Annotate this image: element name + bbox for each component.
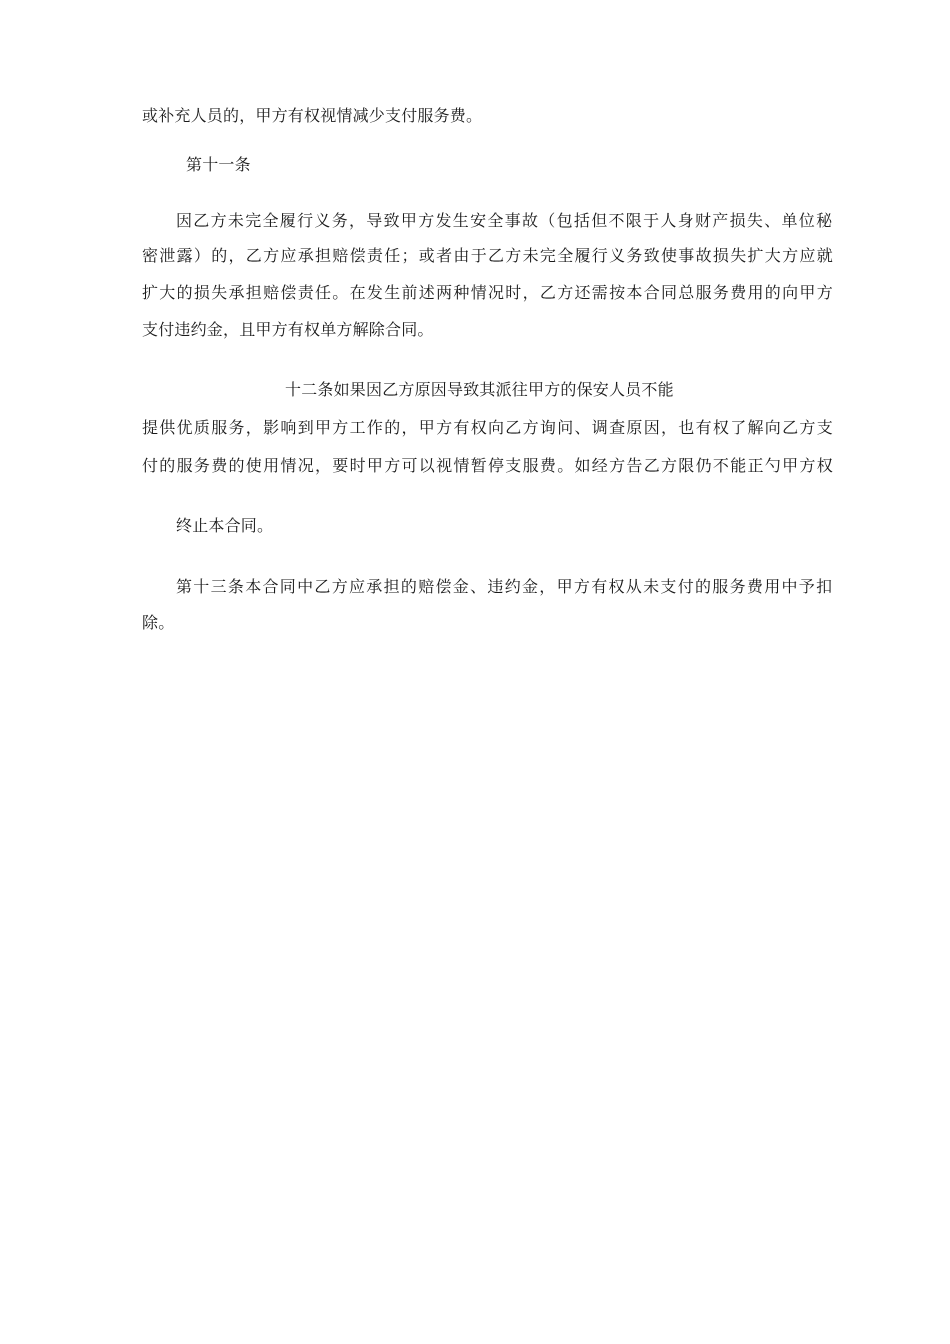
text-line: 十二条如果因乙方原因导致其派往甲方的保安人员不能: [285, 380, 674, 399]
text-line: 密泄露）的，乙方应承担赔偿责任；或者由于乙方未完全履行义务致使事故损失扩大方应就: [142, 246, 835, 265]
text-line: 终止本合同。: [176, 516, 274, 535]
text-line: 第十三条本合同中乙方应承担的赔偿金、违约金，甲方有权从未支付的服务费用中予扣: [176, 577, 834, 596]
text-line: 提供优质服务，影响到甲方工作的，甲方有权向乙方询问、调查原因，也有权了解向乙方支: [142, 418, 835, 437]
text-line: 或补充人员的，甲方有权视情减少支付服务费。: [142, 106, 483, 125]
text-line: 除。: [142, 613, 175, 632]
article-heading: 第十一条: [186, 155, 251, 174]
text-line: 支付违约金，且甲方有权单方解除合同。: [142, 320, 434, 339]
text-line: 付的服务费的使用情况，要时甲方可以视情暂停支服费。如经方告乙方限仍不能正勺甲方权: [142, 456, 835, 475]
text-line: 扩大的损失承担赔偿责任。在发生前述两种情况时，乙方还需按本合同总服务费用的向甲方: [142, 283, 835, 302]
text-line: 因乙方未完全履行义务，导致甲方发生安全事故（包括但不限于人身财产损失、单位秘: [176, 211, 834, 230]
